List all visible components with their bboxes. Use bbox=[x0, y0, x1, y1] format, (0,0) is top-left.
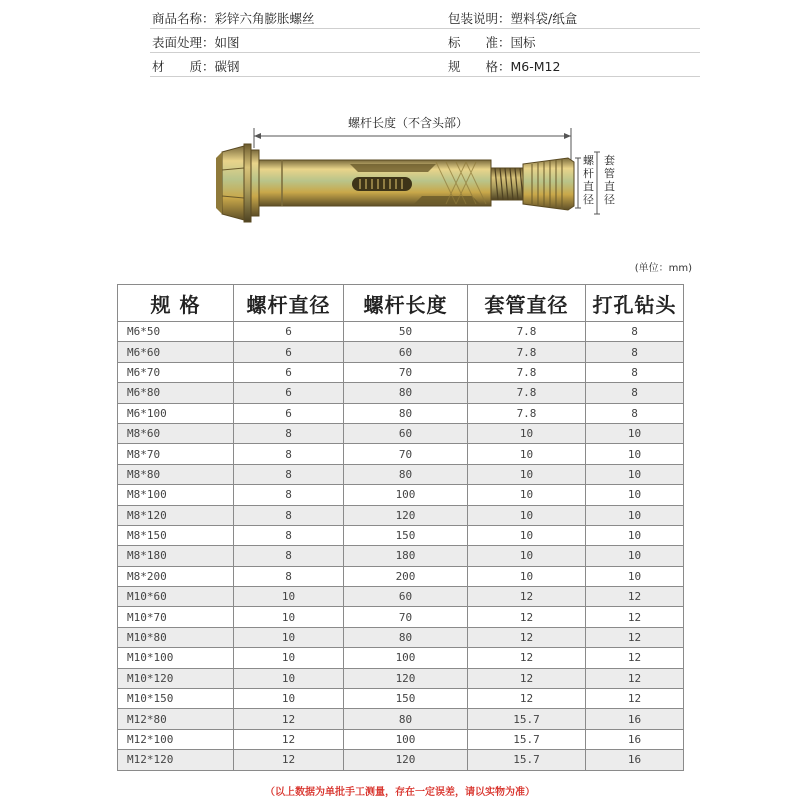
cell-rod-diameter: 6 bbox=[234, 322, 344, 342]
rod-diameter-label: 螺杆直径 bbox=[583, 154, 594, 206]
cell-spec: M12*100 bbox=[118, 729, 234, 749]
cell-spec: M8*100 bbox=[118, 485, 234, 505]
rod-diameter-dimension bbox=[575, 158, 581, 208]
cell-rod-length: 70 bbox=[344, 444, 468, 464]
cell-spec: M10*100 bbox=[118, 648, 234, 668]
material: 材 质：碳钢 bbox=[152, 59, 240, 74]
cell-rod-length: 120 bbox=[344, 668, 468, 688]
cell-spec: M8*200 bbox=[118, 566, 234, 586]
flat-washer bbox=[244, 144, 251, 222]
table-row bbox=[118, 403, 684, 423]
cell-rod-length: 50 bbox=[344, 322, 468, 342]
table-row bbox=[118, 729, 684, 749]
cell-rod-diameter: 8 bbox=[234, 444, 344, 464]
cell-drill-bit: 8 bbox=[586, 383, 684, 403]
cell-drill-bit: 8 bbox=[586, 342, 684, 362]
cell-rod-length: 120 bbox=[344, 505, 468, 525]
cell-spec: M8*180 bbox=[118, 546, 234, 566]
table-header-row bbox=[118, 285, 684, 322]
hex-head bbox=[216, 146, 244, 220]
table-body bbox=[118, 322, 684, 771]
cell-spec: M10*120 bbox=[118, 668, 234, 688]
table-row bbox=[118, 709, 684, 729]
cell-drill-bit: 16 bbox=[586, 729, 684, 749]
cell-rod-diameter: 8 bbox=[234, 485, 344, 505]
standard: 标 准：国标 bbox=[448, 35, 536, 50]
cell-rod-diameter: 8 bbox=[234, 505, 344, 525]
cell-rod-diameter: 10 bbox=[234, 668, 344, 688]
sleeve-diameter-label: 套管直径 bbox=[604, 154, 615, 206]
cell-rod-length: 70 bbox=[344, 362, 468, 382]
cell-spec: M6*60 bbox=[118, 342, 234, 362]
cell-sleeve-diameter: 10 bbox=[468, 464, 586, 484]
cell-rod-diameter: 8 bbox=[234, 464, 344, 484]
cell-drill-bit: 12 bbox=[586, 689, 684, 709]
spec-range: 规 格：M6-M12 bbox=[448, 59, 561, 74]
table-row bbox=[118, 607, 684, 627]
col-header-rod-length: 螺杆长度 bbox=[344, 285, 468, 322]
cell-sleeve-diameter: 7.8 bbox=[468, 403, 586, 423]
cell-rod-diameter: 8 bbox=[234, 546, 344, 566]
cell-rod-length: 120 bbox=[344, 750, 468, 770]
unit-note: (单位：mm) bbox=[634, 263, 692, 274]
cell-drill-bit: 8 bbox=[586, 362, 684, 382]
cell-sleeve-diameter: 10 bbox=[468, 566, 586, 586]
cell-sleeve-diameter: 15.7 bbox=[468, 729, 586, 749]
cell-sleeve-diameter: 7.8 bbox=[468, 362, 586, 382]
col-header-spec: 规 格 bbox=[118, 285, 234, 322]
cell-rod-length: 80 bbox=[344, 464, 468, 484]
footnote: （以上数据为单批手工测量，存在一定误差，请以实物为准） bbox=[265, 787, 535, 798]
cell-rod-length: 100 bbox=[344, 729, 468, 749]
cell-rod-length: 100 bbox=[344, 648, 468, 668]
cell-spec: M8*150 bbox=[118, 525, 234, 545]
cell-rod-length: 80 bbox=[344, 383, 468, 403]
cell-rod-length: 80 bbox=[344, 627, 468, 647]
cell-spec: M8*120 bbox=[118, 505, 234, 525]
cell-rod-length: 60 bbox=[344, 342, 468, 362]
table-row bbox=[118, 423, 684, 443]
cell-drill-bit: 10 bbox=[586, 546, 684, 566]
cell-sleeve-diameter: 12 bbox=[468, 648, 586, 668]
cell-drill-bit: 12 bbox=[586, 668, 684, 688]
info-row-surface bbox=[150, 30, 700, 53]
cell-rod-diameter: 6 bbox=[234, 342, 344, 362]
cell-rod-diameter: 10 bbox=[234, 587, 344, 607]
cell-rod-length: 200 bbox=[344, 566, 468, 586]
cell-sleeve-diameter: 12 bbox=[468, 689, 586, 709]
cone-nut bbox=[523, 158, 574, 210]
cell-rod-diameter: 10 bbox=[234, 607, 344, 627]
cell-spec: M6*80 bbox=[118, 383, 234, 403]
cell-spec: M12*120 bbox=[118, 750, 234, 770]
cell-spec: M10*80 bbox=[118, 627, 234, 647]
cell-spec: M8*70 bbox=[118, 444, 234, 464]
cell-sleeve-diameter: 7.8 bbox=[468, 383, 586, 403]
cell-drill-bit: 12 bbox=[586, 648, 684, 668]
table-row bbox=[118, 383, 684, 403]
cell-sleeve-diameter: 10 bbox=[468, 525, 586, 545]
table-row bbox=[118, 627, 684, 647]
cell-spec: M6*70 bbox=[118, 362, 234, 382]
expansion-sleeve bbox=[259, 160, 491, 206]
cell-rod-length: 80 bbox=[344, 403, 468, 423]
cell-rod-length: 100 bbox=[344, 485, 468, 505]
table-row bbox=[118, 566, 684, 586]
cell-spec: M6*100 bbox=[118, 403, 234, 423]
cell-rod-length: 60 bbox=[344, 587, 468, 607]
col-header-sleeve-diameter: 套管直径 bbox=[468, 285, 586, 322]
cell-rod-length: 150 bbox=[344, 525, 468, 545]
cell-drill-bit: 10 bbox=[586, 525, 684, 545]
cell-spec: M10*150 bbox=[118, 689, 234, 709]
info-row-material bbox=[150, 54, 700, 77]
bolt-diagram bbox=[200, 100, 630, 250]
table-row bbox=[118, 505, 684, 525]
cell-rod-diameter: 6 bbox=[234, 362, 344, 382]
cell-drill-bit: 10 bbox=[586, 566, 684, 586]
cell-rod-length: 80 bbox=[344, 709, 468, 729]
cell-rod-diameter: 6 bbox=[234, 383, 344, 403]
table-row bbox=[118, 546, 684, 566]
cell-sleeve-diameter: 7.8 bbox=[468, 322, 586, 342]
cell-rod-diameter: 10 bbox=[234, 648, 344, 668]
cell-rod-diameter: 10 bbox=[234, 627, 344, 647]
table-row bbox=[118, 587, 684, 607]
table-row bbox=[118, 648, 684, 668]
cell-rod-diameter: 8 bbox=[234, 525, 344, 545]
col-header-drill-bit: 打孔钻头 bbox=[586, 285, 684, 322]
cell-sleeve-diameter: 10 bbox=[468, 505, 586, 525]
table-row bbox=[118, 322, 684, 342]
cell-sleeve-diameter: 10 bbox=[468, 423, 586, 443]
threaded-rod bbox=[491, 168, 523, 200]
cell-spec: M10*70 bbox=[118, 607, 234, 627]
cell-drill-bit: 12 bbox=[586, 627, 684, 647]
table-row bbox=[118, 525, 684, 545]
cell-drill-bit: 8 bbox=[586, 403, 684, 423]
expansion-bolt-image bbox=[200, 100, 630, 250]
cell-drill-bit: 12 bbox=[586, 607, 684, 627]
cell-sleeve-diameter: 10 bbox=[468, 485, 586, 505]
table-row bbox=[118, 668, 684, 688]
packaging: 包装说明：塑料袋/纸盒 bbox=[448, 11, 578, 26]
cell-sleeve-diameter: 12 bbox=[468, 668, 586, 688]
cell-rod-diameter: 12 bbox=[234, 709, 344, 729]
table-row bbox=[118, 485, 684, 505]
cell-drill-bit: 8 bbox=[586, 322, 684, 342]
cell-spec: M8*80 bbox=[118, 464, 234, 484]
cell-drill-bit: 10 bbox=[586, 464, 684, 484]
cell-sleeve-diameter: 12 bbox=[468, 627, 586, 647]
length-label: 螺杆长度（不含头部） bbox=[348, 116, 469, 130]
cell-drill-bit: 12 bbox=[586, 587, 684, 607]
cell-spec: M6*50 bbox=[118, 322, 234, 342]
cell-sleeve-diameter: 15.7 bbox=[468, 709, 586, 729]
cell-spec: M8*60 bbox=[118, 423, 234, 443]
cell-rod-diameter: 12 bbox=[234, 729, 344, 749]
table-row bbox=[118, 362, 684, 382]
info-row-name bbox=[150, 6, 700, 29]
cell-sleeve-diameter: 7.8 bbox=[468, 342, 586, 362]
cell-rod-length: 60 bbox=[344, 423, 468, 443]
table-row bbox=[118, 444, 684, 464]
product-name: 商品名称：彩锌六角膨胀螺丝 bbox=[152, 11, 315, 26]
cell-spec: M12*80 bbox=[118, 709, 234, 729]
cell-drill-bit: 10 bbox=[586, 423, 684, 443]
table-row bbox=[118, 689, 684, 709]
cell-rod-diameter: 8 bbox=[234, 423, 344, 443]
cell-rod-length: 180 bbox=[344, 546, 468, 566]
cell-rod-diameter: 6 bbox=[234, 403, 344, 423]
cell-drill-bit: 16 bbox=[586, 750, 684, 770]
product-info-panel bbox=[0, 0, 800, 78]
table-row bbox=[118, 750, 684, 770]
cell-drill-bit: 10 bbox=[586, 444, 684, 464]
cell-rod-diameter: 12 bbox=[234, 750, 344, 770]
cell-sleeve-diameter: 10 bbox=[468, 444, 586, 464]
cell-drill-bit: 10 bbox=[586, 485, 684, 505]
cell-rod-diameter: 10 bbox=[234, 689, 344, 709]
cell-rod-length: 150 bbox=[344, 689, 468, 709]
surface-treatment: 表面处理：如图 bbox=[152, 35, 240, 50]
cell-drill-bit: 16 bbox=[586, 709, 684, 729]
cell-sleeve-diameter: 12 bbox=[468, 607, 586, 627]
cell-sleeve-diameter: 15.7 bbox=[468, 750, 586, 770]
cell-drill-bit: 10 bbox=[586, 505, 684, 525]
spec-table bbox=[117, 284, 684, 771]
cell-sleeve-diameter: 12 bbox=[468, 587, 586, 607]
spring-washer bbox=[251, 150, 259, 216]
cell-sleeve-diameter: 10 bbox=[468, 546, 586, 566]
col-header-rod-diameter: 螺杆直径 bbox=[234, 285, 344, 322]
cell-rod-length: 70 bbox=[344, 607, 468, 627]
cell-spec: M10*60 bbox=[118, 587, 234, 607]
table-row bbox=[118, 464, 684, 484]
table-row bbox=[118, 342, 684, 362]
cell-rod-diameter: 8 bbox=[234, 566, 344, 586]
